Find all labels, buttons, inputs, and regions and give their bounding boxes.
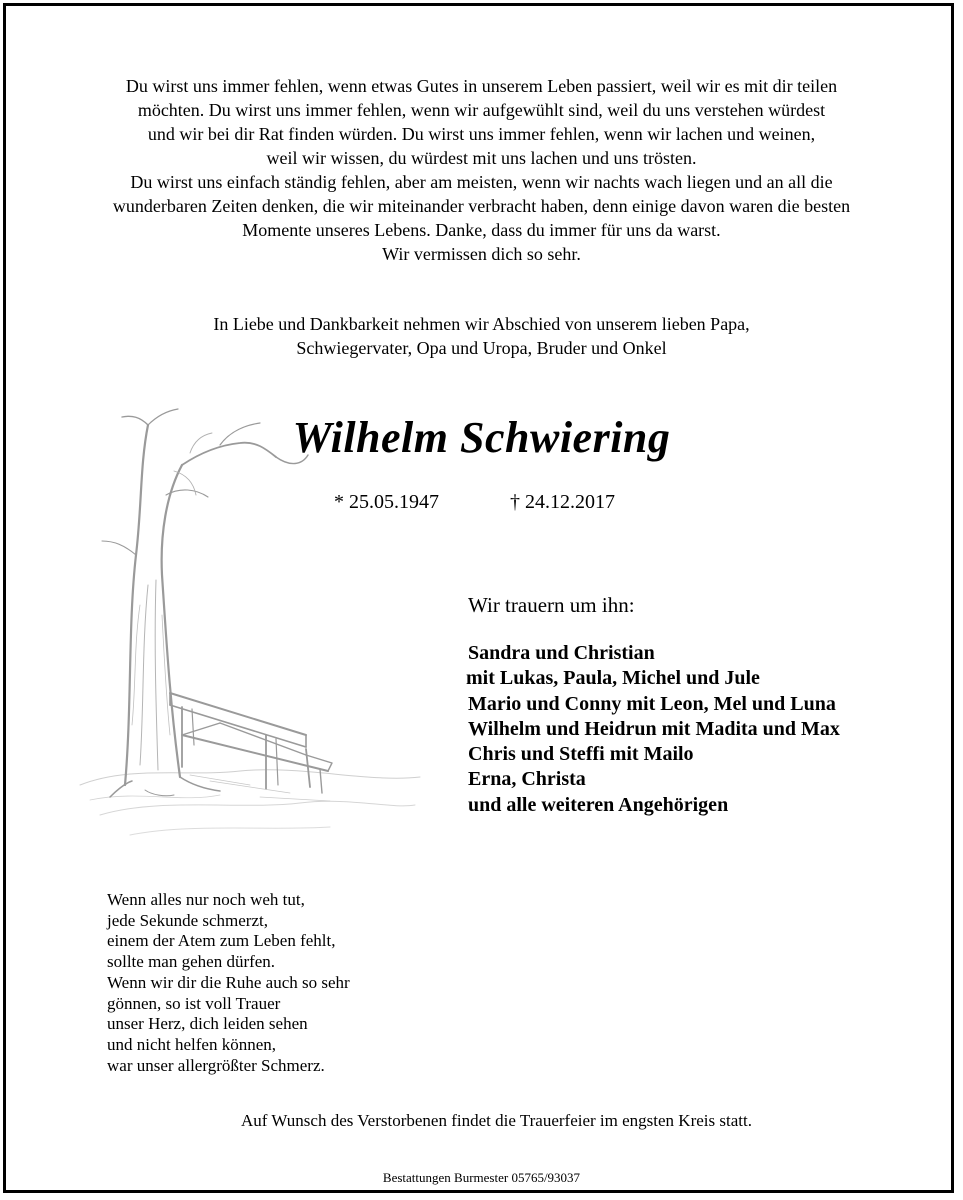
birth-date: * 25.05.1947 xyxy=(334,491,439,513)
funeral-note: Auf Wunsch des Verstorbenen findet die Trauerfeier im engsten Kreis statt. xyxy=(241,1111,752,1130)
poem-line: war unser allergrößter Schmerz. xyxy=(107,1055,325,1075)
intro-line: Momente unseres Lebens. Danke, dass du immer für uns da warst. xyxy=(242,220,721,240)
intro-line: Du wirst uns einfach ständig fehlen, aber am meisten, wenn wir nachts wach liegen und an all die xyxy=(130,172,833,192)
poem-line: einem der Atem zum Leben fehlt, xyxy=(107,931,336,951)
family-line: Erna, Christa xyxy=(468,768,586,791)
farewell-text xyxy=(40,312,923,360)
poem-line: Wenn alles nur noch weh tut, xyxy=(107,890,305,909)
tree-and-bench-sketch-icon xyxy=(70,405,430,850)
poem-line: Wenn wir dir die Ruhe auch so sehr xyxy=(107,972,350,992)
intro-text xyxy=(40,74,923,266)
poem-line: sollte man gehen dürfen. xyxy=(107,952,276,972)
family-line: Chris und Steffi mit Mailo xyxy=(468,743,694,766)
poem-line: und nicht helfen können, xyxy=(107,1034,277,1054)
poem-line: jede Sekunde schmerzt, xyxy=(107,910,268,930)
family-line: Mario und Conny mit Leon, Mel und Luna xyxy=(468,692,836,715)
intro-line: und wir bei dir Rat finden würden. Du wirst uns immer fehlen, wenn wir lachen und weinen, xyxy=(147,124,816,144)
poem xyxy=(107,890,350,1076)
intro-line: weil wir wissen, du würdest mit uns lachen und uns trösten. xyxy=(266,148,697,168)
mourning-intro: Wir trauern um ihn: xyxy=(468,593,635,617)
death-date: † 24.12.2017 xyxy=(510,491,615,513)
intro-line: möchten. Du wirst uns immer fehlen, wenn wir aufgewühlt sind, weil du uns verstehen würdest xyxy=(137,100,826,120)
farewell-line: Schwiegervater, Opa und Uropa, Bruder und Onkel xyxy=(296,338,667,358)
undertaker-contact: Bestattungen Burmester 05765/93037 xyxy=(382,1170,581,1185)
intro-line: wunderbaren Zeiten denken, die wir miteinander verbracht haben, denn einige davon waren die besten xyxy=(112,196,851,216)
intro-line: Wir vermissen dich so sehr. xyxy=(382,244,581,264)
farewell-line: In Liebe und Dankbarkeit nehmen wir Abschied von unserem lieben Papa, xyxy=(213,314,750,334)
intro-line: Du wirst uns immer fehlen, wenn etwas Gutes in unserem Leben passiert, weil wir es mit dir teilen xyxy=(125,76,838,96)
family-line: Wilhelm und Heidrun mit Madita und Max xyxy=(468,717,840,740)
family-line: und alle weiteren Angehörigen xyxy=(468,793,729,816)
poem-line: unser Herz, dich leiden sehen xyxy=(107,1014,308,1034)
deceased-name: Wilhelm Schwiering xyxy=(292,413,671,462)
family-list xyxy=(468,641,840,818)
family-line: Sandra und Christian xyxy=(468,642,655,664)
poem-line: gönnen, so ist voll Trauer xyxy=(107,993,281,1013)
family-line: mit Lukas, Paula, Michel und Jule xyxy=(466,667,760,690)
